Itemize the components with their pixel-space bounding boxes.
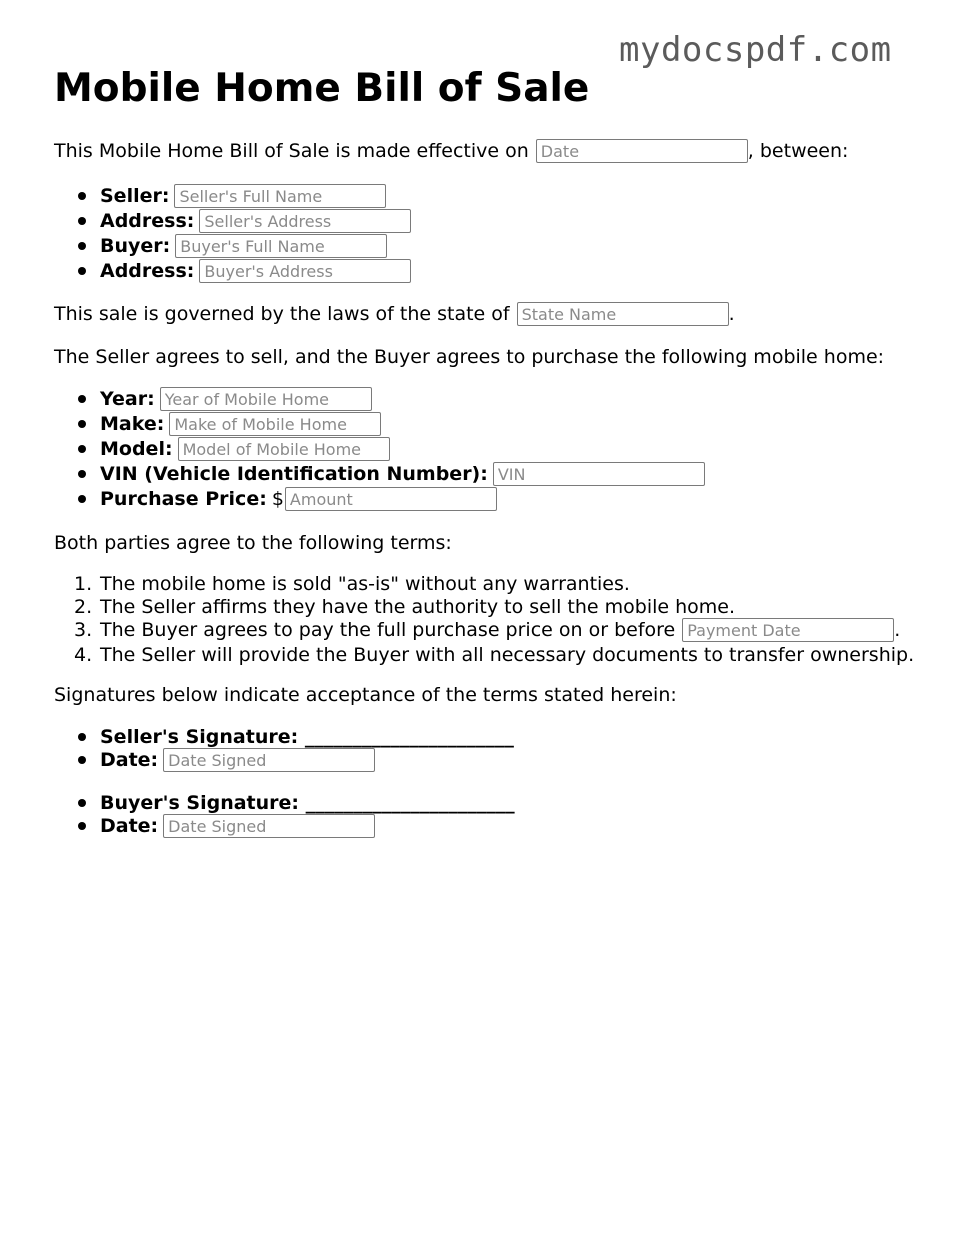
seller-name-field[interactable] (174, 184, 386, 208)
buyer-name-field[interactable] (175, 234, 387, 258)
bullet (78, 242, 86, 250)
buyer-row (100, 233, 387, 259)
seller-address-label: Address: (100, 210, 195, 232)
intro-text: This Mobile Home Bill of Sale is made effective on (54, 140, 529, 162)
buyer-date-field[interactable] (163, 814, 375, 838)
year-field[interactable] (160, 387, 372, 411)
bullet (78, 756, 86, 764)
buyer-signature-line[interactable]: Buyer's Signature: ______________________ (100, 792, 515, 814)
intro-line (54, 138, 848, 164)
price-label: Purchase Price: (100, 488, 267, 510)
make-field[interactable] (169, 412, 381, 436)
bullet (78, 217, 86, 225)
term-number: 3. (74, 619, 93, 641)
vin-row (100, 461, 705, 487)
term-1: The mobile home is sold "as-is" without any warranties. (100, 573, 630, 595)
bullet (78, 495, 86, 503)
bullet (78, 799, 86, 807)
intro-suffix: , between: (747, 140, 849, 162)
buyer-label: Buyer: (100, 235, 171, 257)
agreement-text: The Seller agrees to sell, and the Buyer agrees to purchase the following mobile home: (54, 346, 885, 368)
effective-date-field[interactable] (536, 139, 748, 163)
buyer-address-label: Address: (100, 260, 195, 282)
bullet (78, 192, 86, 200)
bullet (78, 470, 86, 478)
model-label: Model: (100, 438, 173, 460)
state-name-field[interactable] (517, 302, 729, 326)
governing-suffix: . (728, 303, 735, 325)
term-3 (100, 617, 900, 643)
model-field[interactable] (178, 437, 390, 461)
term-3-suffix: . (894, 619, 901, 641)
bullet (78, 395, 86, 403)
term-3-text: The Buyer agrees to pay the full purchase price on or before (100, 619, 676, 641)
payment-date-field[interactable] (682, 618, 894, 642)
buyer-date-label: Date: (100, 815, 159, 837)
term-2: The Seller affirms they have the authority to sell the mobile home. (100, 596, 736, 618)
term-number: 4. (74, 644, 93, 666)
governing-text: This sale is governed by the laws of the state of (54, 303, 510, 325)
governing-line (54, 301, 735, 327)
bullet (78, 822, 86, 830)
signatures-intro: Signatures below indicate acceptance of the terms stated herein: (54, 684, 677, 706)
seller-date-row (100, 747, 375, 773)
year-row (100, 386, 372, 412)
currency-symbol: $ (271, 488, 284, 510)
seller-address-field[interactable] (199, 209, 411, 233)
bullet (78, 420, 86, 428)
buyer-address-field[interactable] (199, 259, 411, 283)
term-number: 2. (74, 596, 93, 618)
seller-date-label: Date: (100, 749, 159, 771)
bullet (78, 445, 86, 453)
bullet (78, 733, 86, 741)
seller-date-field[interactable] (163, 748, 375, 772)
seller-label: Seller: (100, 185, 170, 207)
vin-label: VIN (Vehicle Identification Number): (100, 463, 488, 485)
terms-intro: Both parties agree to the following terms: (54, 532, 452, 554)
vin-field[interactable] (493, 462, 705, 486)
buyer-date-row (100, 813, 375, 839)
term-4: The Seller will provide the Buyer with all necessary documents to transfer ownership. (100, 644, 915, 666)
make-row (100, 411, 381, 437)
seller-signature-line[interactable]: Seller's Signature: ______________________ (100, 726, 514, 748)
price-field[interactable] (285, 487, 497, 511)
seller-address-row (100, 208, 411, 234)
bullet (78, 267, 86, 275)
term-number: 1. (74, 573, 93, 595)
year-label: Year: (100, 388, 155, 410)
make-label: Make: (100, 413, 165, 435)
buyer-address-row (100, 258, 411, 284)
site-watermark: mydocspdf.com (619, 30, 892, 70)
price-row (100, 486, 497, 512)
model-row (100, 436, 390, 462)
seller-row (100, 183, 386, 209)
page-title: Mobile Home Bill of Sale (54, 66, 590, 111)
